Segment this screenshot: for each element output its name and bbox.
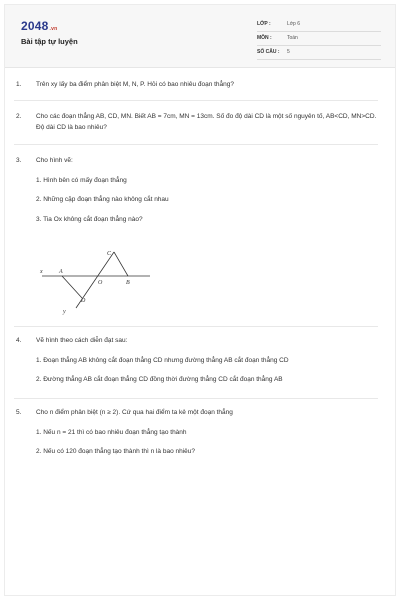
question-number: 1. bbox=[16, 81, 22, 88]
question-1 bbox=[16, 80, 382, 91]
question-text: Vẽ hình theo cách diễn đạt sau: bbox=[36, 337, 128, 344]
site-logo[interactable]: 2048.vn bbox=[21, 19, 58, 33]
meta-class-key: LỚP : bbox=[257, 21, 271, 27]
label-o: O bbox=[98, 280, 103, 286]
question-number: 5. bbox=[16, 409, 22, 416]
question-item: 2. Những cặp đoạn thẳng nào không cắt nhau bbox=[36, 196, 169, 203]
label-c: C bbox=[107, 251, 112, 257]
question-item: 1. Đoạn thẳng AB không cắt đoạn thẳng CD nhưng đường thẳng AB cắt đoạn thẳng CD bbox=[36, 356, 289, 364]
divider bbox=[14, 398, 378, 399]
meta-class bbox=[257, 19, 381, 32]
meta-subject-value: Toán bbox=[287, 35, 298, 41]
geometry-figure bbox=[36, 246, 156, 318]
meta-count bbox=[257, 47, 381, 60]
question-text: Cho các đoạn thẳng AB, CD, MN. Biết AB = 7cm, MN = 13cm. Số đo độ dài CD là một số nguyên tố, AB<CD, MN>CD. Độ dài CD là bao nhiêu? bbox=[36, 113, 377, 131]
label-d: D bbox=[81, 298, 86, 304]
divider bbox=[14, 144, 378, 145]
label-b: B bbox=[126, 280, 130, 286]
meta-count-value: 5 bbox=[287, 49, 290, 55]
meta-count-key: SỐ CÂU : bbox=[257, 49, 280, 55]
meta-subject bbox=[257, 33, 381, 46]
label-y: y bbox=[63, 309, 66, 315]
question-text: Cho n điểm phân biệt (n ≥ 2). Cứ qua hai điểm ta kẻ một đoạn thẳng bbox=[36, 409, 233, 416]
divider bbox=[14, 100, 378, 101]
question-number: 3. bbox=[16, 157, 22, 164]
question-4 bbox=[16, 336, 382, 386]
label-x: x bbox=[40, 269, 43, 275]
question-item: 1. Nếu n = 21 thì có bao nhiêu đoạn thẳng tạo thành bbox=[36, 428, 187, 436]
divider bbox=[14, 326, 378, 327]
question-text: Trên xy lấy ba điểm phân biệt M, N, P. Hỏi có bao nhiêu đoạn thẳng? bbox=[36, 81, 235, 88]
question-2 bbox=[16, 112, 382, 133]
label-a: A bbox=[59, 269, 63, 275]
segment-ad bbox=[62, 276, 82, 298]
meta-subject-key: MÔN : bbox=[257, 35, 272, 41]
question-text: Cho hình vẽ: bbox=[36, 157, 73, 164]
question-number: 4. bbox=[16, 337, 22, 344]
question-item: 3. Tia Ox không cắt đoạn thẳng nào? bbox=[36, 215, 143, 223]
worksheet-subtitle: Bài tập tự luyện bbox=[21, 37, 78, 46]
question-item: 1. Hình bên có mấy đoạn thẳng bbox=[36, 176, 127, 184]
question-item: 2. Đường thẳng AB cắt đoạn thẳng CD đồng thời đường thẳng CD cắt đoạn thẳng AB bbox=[36, 376, 283, 383]
question-number: 2. bbox=[16, 113, 22, 120]
question-5 bbox=[16, 408, 382, 458]
meta-class-value: Lớp 6 bbox=[287, 21, 301, 27]
question-3 bbox=[16, 156, 382, 225]
segment-cb bbox=[114, 252, 128, 276]
worksheet-header bbox=[5, 5, 395, 68]
question-item: 2. Nếu có 120 đoạn thẳng tạo thành thì n là bao nhiêu? bbox=[36, 448, 196, 455]
